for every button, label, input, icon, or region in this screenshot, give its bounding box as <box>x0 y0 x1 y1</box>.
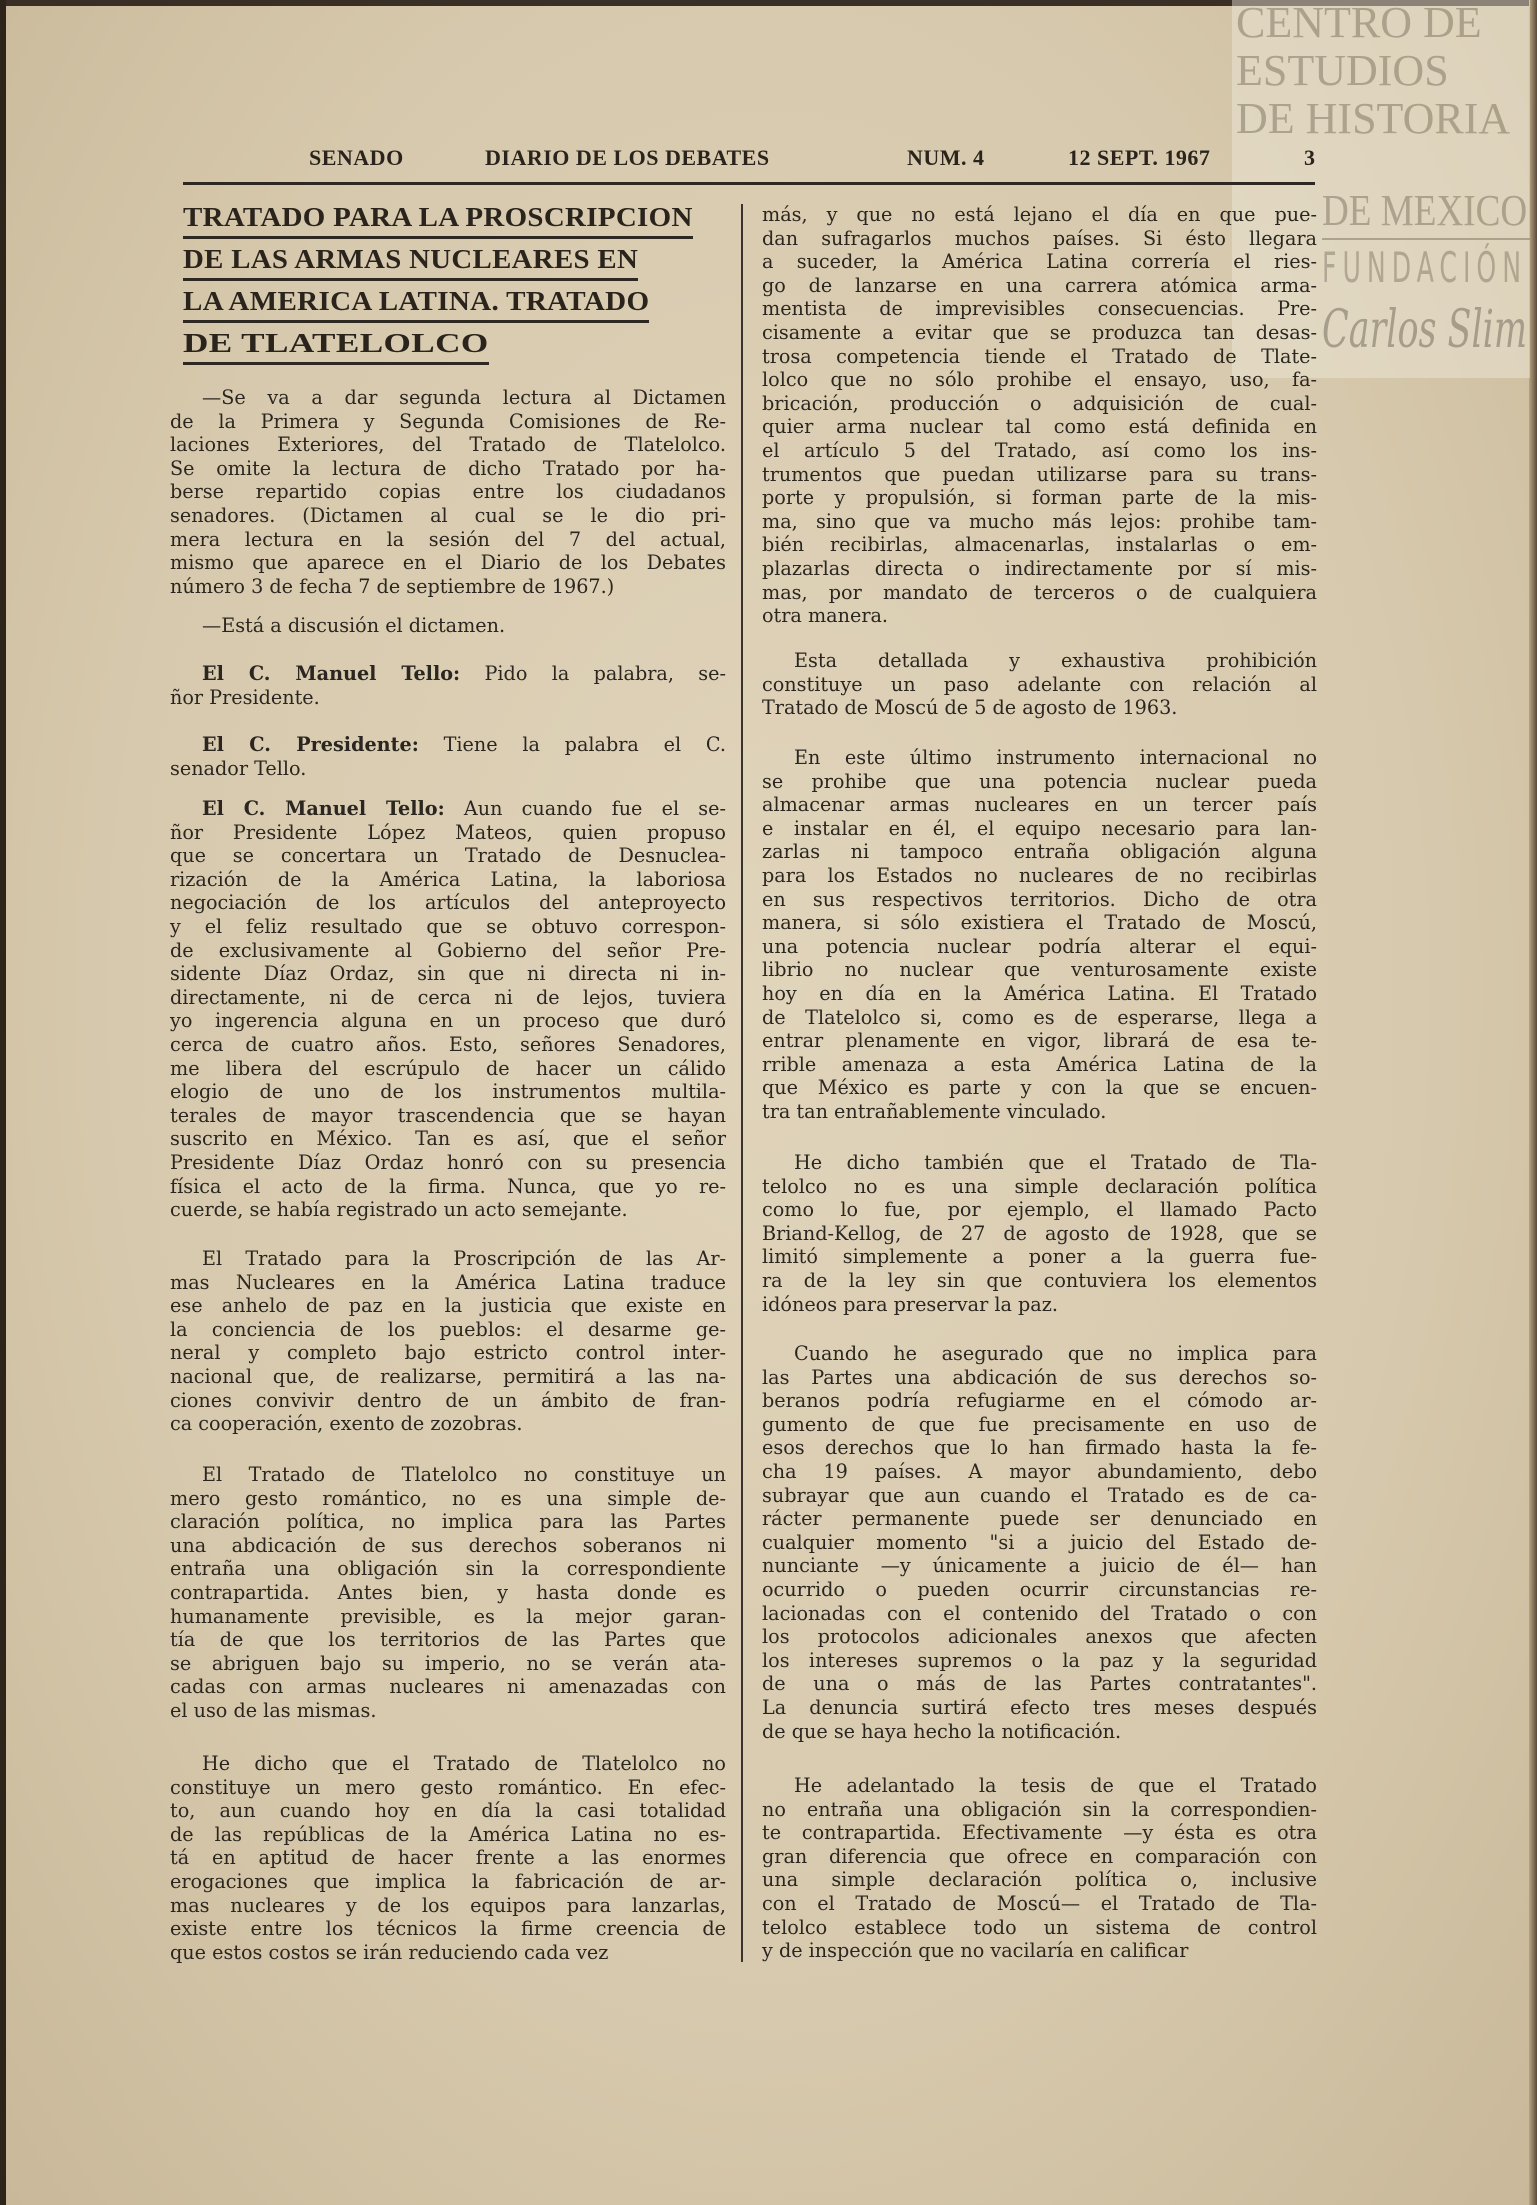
text-line: en sus respectivos territorios. Dicho de otra <box>762 887 1317 911</box>
header-date: 12 SEPT. 1967 <box>1068 145 1211 170</box>
text-line: dan sufragarlos muchos países. Si ésto llegara <box>762 226 1317 250</box>
text-line: tra tan entrañablemente vinculado. <box>762 1100 1107 1123</box>
text-line: En este último instrumento internacional no <box>794 746 1317 769</box>
text-line: mismo que aparece en el Diario de los Debates <box>170 551 726 575</box>
text-line: lolco que no sólo prohibe el ensayo, uso, fa- <box>762 368 1317 392</box>
text-line: mas, por mandato de terceros o de cualquiera <box>762 580 1317 604</box>
header-number: NUM. 4 <box>907 145 985 170</box>
text-line: telolco establece todo un sistema de control <box>762 1915 1317 1939</box>
text-line: Esta detallada y exhaustiva prohibición <box>794 649 1317 672</box>
text-line: número 3 de fecha 7 de septiembre de 1967.) <box>170 574 615 598</box>
text-line: más, y que no está lejano el día en que pue- <box>762 203 1317 226</box>
text-line: te contrapartida. Efectivamente —y ésta es otra <box>762 1821 1317 1845</box>
text-line: cha 19 países. A mayor abundamiento, debo <box>762 1460 1317 1483</box>
header-page-number: 3 <box>1304 145 1316 170</box>
text-line: cualquier momento "si a juicio del Estado de- <box>762 1530 1317 1554</box>
text-line: cuerde, se había registrado un acto semejante. <box>170 1198 628 1222</box>
text-line: neral y completo bajo estricto control inter- <box>170 1341 726 1365</box>
text-line: de la Primera y Segunda Comisiones de Re- <box>170 409 726 433</box>
text-line: gran diferencia que ofrece en comparación con <box>762 1844 1317 1868</box>
watermark-text: DE MEXICO <box>1322 186 1528 235</box>
text-line: idóneos para preservar la paz. <box>762 1292 1058 1316</box>
text-line: cadas con armas nucleares ni amenazadas con <box>170 1675 726 1699</box>
text-line: el artículo 5 del Tratado, así como los ins- <box>762 439 1317 462</box>
title-line: DE TLATELOLCO <box>183 328 489 365</box>
text-line: quier arma nuclear tal como está definida en <box>762 415 1317 439</box>
page-edge-left <box>0 0 6 2205</box>
text-line: He adelantado la tesis de que el Tratado <box>794 1774 1317 1797</box>
text-line: subrayar que aun cuando el Tratado es de ca- <box>762 1483 1317 1507</box>
watermark-text: ESTUDIOS <box>1236 46 1449 95</box>
column-divider <box>741 204 743 1962</box>
text-line: ñor Presidente. <box>170 685 320 709</box>
text-line: librio no nuclear que venturosamente existe <box>762 958 1317 982</box>
text-line: elogio de uno de los instrumentos multila- <box>170 1080 726 1104</box>
text-line: el uso de las mismas. <box>170 1699 377 1722</box>
text-line: de una o más de las Partes contratantes". <box>762 1672 1317 1696</box>
text-line: y el feliz resultado que se obtuvo correspon- <box>170 915 726 938</box>
text-line: yo ingerencia alguna en un proceso que duró <box>170 1009 726 1033</box>
text-line: Se omite la lectura de dicho Tratado por ha- <box>170 456 726 480</box>
text-line: manera, si sólo existiera el Tratado de Moscú, <box>762 911 1317 935</box>
text-line: de que se haya hecho la notificación. <box>762 1719 1122 1743</box>
watermark-signature: Carlos Slim <box>1322 300 1527 360</box>
text-line: lacionadas con el contenido del Tratado o con <box>762 1601 1317 1625</box>
header-chamber: SENADO <box>309 145 404 170</box>
text-line: otra manera. <box>762 604 889 628</box>
text-line: almacenar armas nucleares en un tercer país <box>762 793 1317 817</box>
text-line: de exclusivamente al Gobierno del señor Pre- <box>170 938 726 962</box>
text-line: nacional que, de realizarse, permitirá a las na- <box>170 1365 726 1388</box>
speaker-name: El C. Manuel Tello: <box>202 797 445 820</box>
text-line: los intereses supremos o la paz y la seguridad <box>762 1648 1317 1672</box>
text-line: humanamente previsible, es la mejor garan- <box>170 1604 726 1628</box>
text-line: trosa competencia tiende el Tratado de Tlate- <box>762 344 1317 368</box>
text-line: El Tratado para la Proscripción de las Ar- <box>202 1247 726 1270</box>
title-line: LA AMERICA LATINA. TRATADO <box>183 286 649 323</box>
text-line: negociación de los artículos del anteproyecto <box>170 891 726 915</box>
text-line: de Tlatelolco si, como es de esperarse, llega a <box>762 1005 1317 1029</box>
text-line: erogaciones que implica la fabricación de ar- <box>170 1870 726 1893</box>
text-line: directamente, ni de cerca ni de lejos, tuviera <box>170 985 726 1009</box>
text-line: plazarlas directa o indirectamente por sí mis- <box>762 557 1317 580</box>
text-line: ra de la ley sin que contuviera los elementos <box>762 1269 1317 1292</box>
watermark-text: CENTRO DE <box>1236 0 1482 47</box>
text-line: rización de la América Latina, la laboriosa <box>170 867 726 891</box>
text-line: la conciencia de los pueblos: el desarme ge- <box>170 1317 726 1341</box>
text-line: rácter permanente puede ser denunciado en <box>762 1507 1317 1531</box>
text-line: He dicho que el Tratado de Tlatelolco no <box>202 1752 726 1775</box>
text-line: limitó simplemente a poner a la guerra fue- <box>762 1245 1317 1269</box>
text-line: constituye un mero gesto romántico. En efec- <box>170 1775 726 1799</box>
text-line: con el Tratado de Moscú— el Tratado de Tla- <box>762 1892 1317 1915</box>
text-line: bién recibirlas, almacenarlas, instalarlas o em- <box>762 533 1317 557</box>
text-line: mero gesto romántico, no es una simple de- <box>170 1486 726 1510</box>
text-line: gumento de que fue precisamente en uso de <box>762 1412 1317 1436</box>
header-publication: DIARIO DE LOS DEBATES <box>485 145 770 170</box>
text-line: Presidente Díaz Ordaz honró con su presencia <box>170 1151 726 1174</box>
text-line: entrar plenamente en vigor, librará de esa te- <box>762 1029 1317 1053</box>
text-line: cisamente a evitar que se produzca tan desas- <box>762 321 1317 344</box>
text-line: senadores. (Dictamen al cual se le dio pri- <box>170 504 726 527</box>
watermark-rule <box>1322 238 1530 240</box>
text-line: to, aun cuando hoy en día la casi totalidad <box>170 1799 726 1823</box>
text-line: e instalar en él, el equipo necesario para lan- <box>762 816 1317 840</box>
text-line: El C. Presidente: Tiene la palabra el C. <box>202 733 726 756</box>
text-line: ca cooperación, exento de zozobras. <box>170 1412 523 1436</box>
text-line: mas nucleares y de los equipos para lanzarlas, <box>170 1893 726 1917</box>
text-line: zarlas ni tampoco entraña obligación alguna <box>762 840 1317 864</box>
text-line: y de inspección que no vacilaría en calificar <box>762 1939 1189 1963</box>
text-line: hoy en día en la América Latina. El Tratado <box>762 982 1317 1005</box>
title-line: DE LAS ARMAS NUCLEARES EN <box>183 244 638 281</box>
text-line: cerca de cuatro años. Esto, señores Senadores, <box>170 1033 726 1056</box>
text-line: de las repúblicas de la América Latina no es- <box>170 1822 726 1846</box>
text-line: para los Estados no nucleares de no recibirlas <box>762 864 1317 887</box>
text-line: tá en aptitud de hacer frente a las enormes <box>170 1846 726 1870</box>
text-line: una potencia nuclear podría alterar el equi- <box>762 934 1317 958</box>
text-line: una abdicación de sus derechos soberanos ni <box>170 1533 726 1557</box>
text-line: ñor Presidente López Mateos, quien propuso <box>170 820 726 844</box>
text-line: He dicho también que el Tratado de Tla- <box>794 1151 1317 1174</box>
text-line: beranos podría refugiarme en el cómodo ar- <box>762 1389 1317 1413</box>
text-line: a suceder, la América Latina correría el ries- <box>762 250 1317 274</box>
title-line: TRATADO PARA LA PROSCRIPCION <box>183 202 693 239</box>
text-line: berse repartido copias entre los ciudadanos <box>170 480 726 504</box>
text-line: El C. Manuel Tello: Pido la palabra, se- <box>202 662 726 685</box>
text-line: trumentos que puedan utilizarse para su trans- <box>762 462 1317 486</box>
text-line: una simple declaración política o, inclusive <box>762 1868 1317 1892</box>
text-line: ocurrido o pueden ocurrir circunstancias re- <box>762 1578 1317 1601</box>
text-line: —Se va a dar segunda lectura al Dictamen <box>202 386 726 409</box>
text-line: nunciante —y únicamente a juicio de él— han <box>762 1554 1317 1578</box>
speaker-name: El C. Presidente: <box>202 733 419 756</box>
text-line: mentista de imprevisibles consecuencias. Pre- <box>762 297 1317 321</box>
text-line: se prohibe que una potencia nuclear pueda <box>762 769 1317 793</box>
text-line: Briand-Kellog, de 27 de agosto de 1928, que se <box>762 1221 1317 1245</box>
text-line: ma, sino que va mucho más lejos: prohibe tam- <box>762 509 1317 533</box>
text-line: no entraña una obligación sin la correspondien- <box>762 1797 1317 1821</box>
text-line: laciones Exteriores, del Tratado de Tlatelolco. <box>170 433 726 457</box>
text-line: sidente Díaz Ordaz, sin que ni directa ni in- <box>170 962 726 986</box>
text-line: constituye un paso adelante con relación al <box>762 672 1317 696</box>
watermark-text: DE HISTORIA <box>1236 94 1511 143</box>
text-line: telolco no es una simple declaración política <box>762 1174 1317 1198</box>
text-line: rrible amenaza a esta América Latina de la <box>762 1052 1317 1076</box>
text-line: que estos costos se irán reduciendo cada vez <box>170 1940 609 1964</box>
text-line: —Está a discusión el dictamen. <box>202 614 506 637</box>
text-line: se abriguen bajo su imperio, no se verán ata- <box>170 1651 726 1675</box>
text-line: suscrito en México. Tan es así, que el señor <box>170 1127 726 1151</box>
text-line: Tratado de Moscú de 5 de agosto de 1963. <box>762 696 1178 720</box>
text-line: entraña una obligación sin la correspondiente <box>170 1557 726 1581</box>
text-line: que México es parte y con la que se encuen- <box>762 1076 1317 1100</box>
text-line: contrapartida. Antes bien, y hasta donde es <box>170 1581 726 1604</box>
text-line: esos derechos que lo han firmado hasta la fe- <box>762 1436 1317 1460</box>
text-line: El C. Manuel Tello: Aun cuando fue el se- <box>202 797 726 820</box>
text-line: mera lectura en la sesión del 7 del actual, <box>170 527 726 551</box>
watermark-foundation: FUNDACIÓN <box>1322 243 1528 292</box>
text-line: las Partes una abdicación de sus derechos so- <box>762 1365 1317 1389</box>
text-line: La denuncia surtirá efecto tres meses después <box>762 1696 1317 1719</box>
text-line: El Tratado de Tlatelolco no constituye un <box>202 1463 726 1486</box>
text-line: mas Nucleares en la América Latina traduce <box>170 1270 726 1294</box>
text-line: bricación, producción o adquisición de cual- <box>762 391 1317 415</box>
text-line: que se concertara un Tratado de Desnuclea- <box>170 844 726 868</box>
text-line: go de lanzarse en una carrera atómica arma- <box>762 273 1317 297</box>
text-line: claración política, no implica para las Partes <box>170 1510 726 1534</box>
text-line: porte y propulsión, si forman parte de la mis- <box>762 486 1317 510</box>
text-line: senador Tello. <box>170 756 307 780</box>
text-line: terales de mayor trascendencia que se hayan <box>170 1103 726 1127</box>
text-line: ese anhelo de paz en la justicia que existe en <box>170 1294 726 1318</box>
text-line: física el acto de la firma. Nunca, que yo re- <box>170 1174 726 1198</box>
text-line: me libera del escrúpulo de hacer un cálido <box>170 1056 726 1080</box>
speaker-name: El C. Manuel Tello: <box>202 662 461 685</box>
text-line: como lo fue, por ejemplo, el llamado Pacto <box>762 1198 1317 1222</box>
header-rule <box>183 182 1315 185</box>
text-line: tía de que los territorios de las Partes que <box>170 1628 726 1652</box>
text-line: Cuando he asegurado que no implica para <box>794 1342 1317 1365</box>
text-line: existe entre los técnicos la firme creencia de <box>170 1917 726 1941</box>
text-line: ciones convivir dentro de un ámbito de fran- <box>170 1388 726 1412</box>
text-line: los protocolos adicionales anexos que afecten <box>762 1625 1317 1649</box>
page-edge-right <box>1529 0 1537 2205</box>
